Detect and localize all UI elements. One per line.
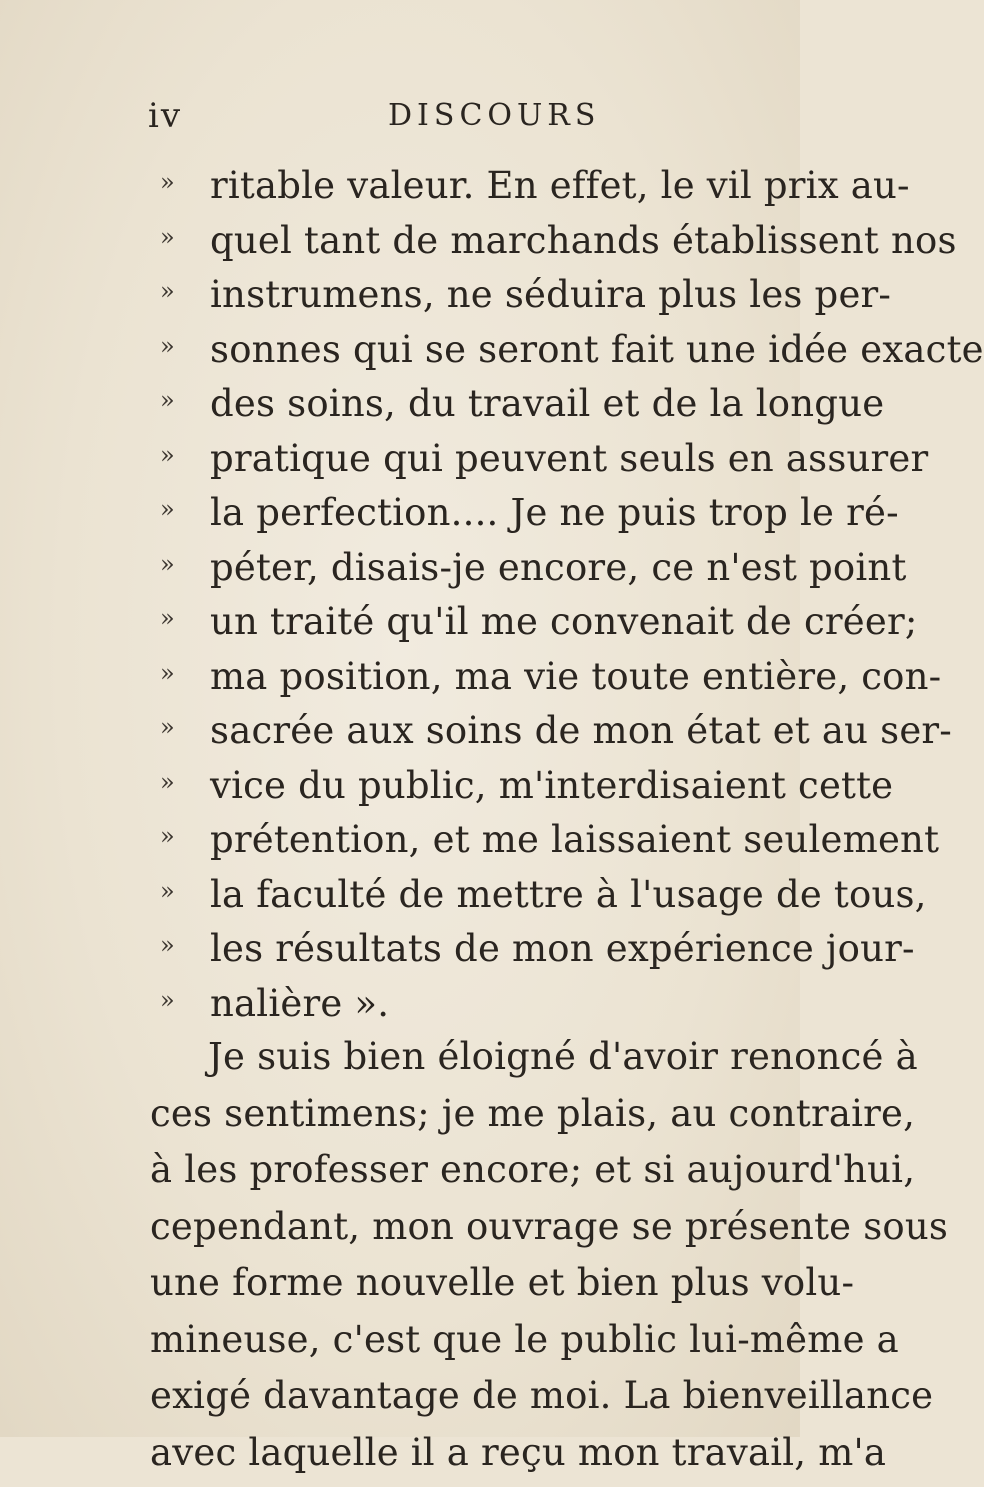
- quote-line: [0, 437, 800, 492]
- quote-line-text: instrumens, ne séduira plus les per-: [210, 273, 891, 316]
- paragraph-line-text: cependant, mon ouvrage se présente sous: [150, 1205, 948, 1248]
- quote-mark: »: [160, 822, 175, 850]
- quote-line-text: un traité qu'il me convenait de créer;: [210, 600, 918, 643]
- quote-line: [0, 818, 800, 873]
- quote-mark: »: [160, 332, 175, 360]
- quote-line-text: quel tant de marchands établissent nos: [210, 219, 957, 262]
- quote-line: [0, 546, 800, 601]
- quote-line-text: les résultats de mon expérience jour-: [210, 927, 915, 970]
- quote-mark: »: [160, 386, 175, 414]
- quote-line-text: sacrée aux soins de mon état et au ser-: [210, 709, 952, 752]
- quote-mark: »: [160, 495, 175, 523]
- paragraph-line: [0, 1205, 800, 1262]
- quote-line-text: la perfection.... Je ne puis trop le ré-: [210, 491, 899, 534]
- quote-line-text: nalière ».: [210, 982, 389, 1025]
- quote-mark: »: [160, 223, 175, 251]
- quote-line: [0, 382, 800, 437]
- paragraph-line: [0, 1261, 800, 1318]
- quote-line: [0, 164, 800, 219]
- quote-line: [0, 219, 800, 274]
- quote-line-text: pratique qui peuvent seuls en assurer: [210, 437, 928, 480]
- quote-mark: »: [160, 713, 175, 741]
- quote-line: [0, 600, 800, 655]
- quote-line-text: ma position, ma vie toute entière, con-: [210, 655, 941, 698]
- quote-line-text: prétention, et me laissaient seulement: [210, 818, 939, 861]
- paragraph-line-text: une forme nouvelle et bien plus volu-: [150, 1261, 854, 1304]
- quote-mark: »: [160, 550, 175, 578]
- quote-line-text: des soins, du travail et de la longue: [210, 382, 884, 425]
- paragraph-line-text: avec laquelle il a reçu mon travail, m'a: [150, 1431, 886, 1474]
- running-head: [0, 92, 800, 152]
- quote-line: [0, 655, 800, 710]
- quote-mark: »: [160, 931, 175, 959]
- quote-line-text: ritable valeur. En effet, le vil prix au-: [210, 164, 910, 207]
- quote-line: [0, 273, 800, 328]
- paragraph-line: [0, 1148, 800, 1205]
- quote-mark: »: [160, 986, 175, 1014]
- paragraph-line-text: mineuse, c'est que le public lui-même a: [150, 1318, 899, 1361]
- quote-line: [0, 873, 800, 928]
- quote-line: [0, 709, 800, 764]
- quote-mark: »: [160, 604, 175, 632]
- paragraph-line: [0, 1318, 800, 1375]
- quote-mark: »: [160, 659, 175, 687]
- paragraph-line-text: à les professer encore; et si aujourd'hui,: [150, 1148, 915, 1191]
- quote-line-text: la faculté de mettre à l'usage de tous,: [210, 873, 927, 916]
- paragraph-line-text: ces sentimens; je me plais, au contraire,: [150, 1092, 915, 1135]
- quote-line-text: sonnes qui se seront fait une idée exacte: [210, 328, 984, 371]
- quote-line: [0, 982, 800, 1037]
- quote-mark: »: [160, 168, 175, 196]
- quote-mark: »: [160, 768, 175, 796]
- paragraph-line-text: exigé davantage de moi. La bienveillance: [150, 1374, 933, 1417]
- quote-line: [0, 764, 800, 819]
- paragraph-line: [0, 1092, 800, 1149]
- paragraph-line: [0, 1374, 800, 1431]
- paragraph-line: [0, 1035, 800, 1092]
- quoted-passage: [0, 164, 800, 1036]
- running-title: DISCOURS: [388, 98, 600, 133]
- paragraph-line-text: Je suis bien éloigné d'avoir renoncé à: [208, 1035, 918, 1078]
- quote-line: [0, 927, 800, 982]
- quote-line: [0, 328, 800, 383]
- quote-line-text: péter, disais-je encore, ce n'est point: [210, 546, 907, 589]
- quote-mark: »: [160, 877, 175, 905]
- quote-mark: »: [160, 441, 175, 469]
- quote-line: [0, 491, 800, 546]
- body-paragraph: [0, 1035, 800, 1487]
- page-number: iv: [148, 96, 182, 136]
- quote-line-text: vice du public, m'interdisaient cette: [210, 764, 893, 807]
- paragraph-line: [0, 1431, 800, 1487]
- quote-mark: »: [160, 277, 175, 305]
